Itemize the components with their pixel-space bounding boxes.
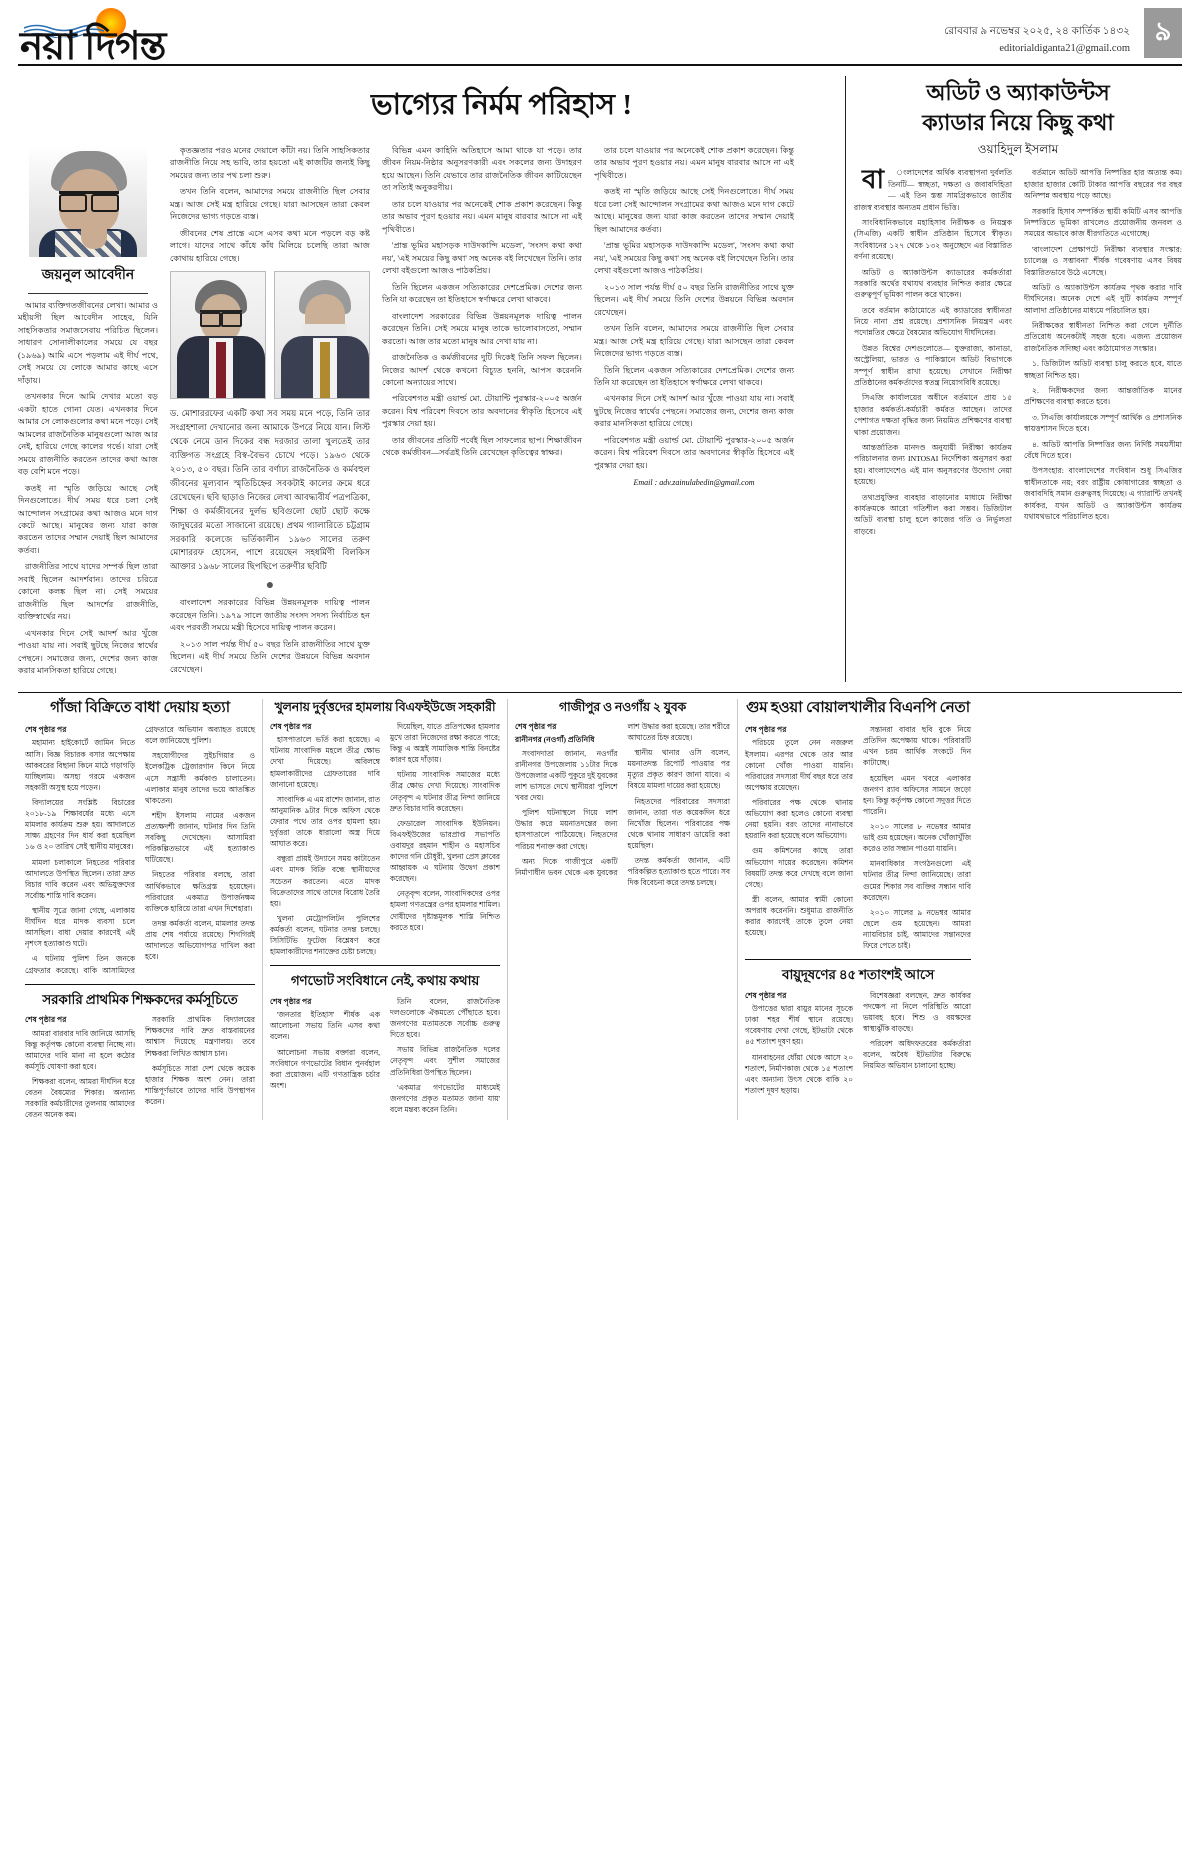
bottom-story-1: গাঁজা বিক্রিতে বাধা দেয়ায় হত্যা শেষ পৃষ্ঠার পর মহামান্য হাইকোর্টে জামিন নিতে আসি। বিজ্ঞ বিচারক বসার অপেক্ষায় আকবরের বিছানা কিনে মাঠে গড়াগড়ি যাচ্ছিলাম। অসহ্য গরমে একজন সহকারী অসুস্থ হয়ে পড়েন। বিদ্যালয়ের সংশ্লিষ্ট বিচারের ২০১৮-১৯ শিক্ষাবর্ষের মধ্যে এসে মামলার কার্যক্রম শুরু হয়। আদালতে সাক্ষ্য গ্রহণের দিন ধার্য করা হয়েছিল ১৬ ও ২০ তারিখ সেই স্থানীয় মানুষের। মামলা চলাকালে নিহতের পরিবার আদালতে উপস্থিত ছিলেন। তারা দ্রুত বিচার দাবি করেন এবং অভিযুক্তদের সর্বোচ্চ শাস্তি দাবি করেন। স্থানীয় সূত্রে জানা গেছে, এলাকায় দীর্ঘদিন ধরে মাদক ব্যবসা চলে আসছিল। বাধা দেয়ার কারণেই এই নৃশংস হত্যাকাণ্ড ঘটে। এ ঘটনায় পুলিশ তিন জনকে গ্রেফতার করেছে। বাকি আসামিদের গ্রেফতারে অভিযান অব্যাহত রয়েছে বলে জানিয়েছে পুলিশ। সহযোগীদের সুইচগিয়ার ও ইলেকট্রিক ট্রেজারগান কিনে নিয়ে এসে সন্ত্রাসী কর্মকাণ্ড চালাতেন। এলাকার মানুষ তাদের ভয়ে আতঙ্কিত থাকতেন। শহীদ ইসলাম নামের একজন প্রত্যক্ষদর্শী জানান, ঘটনার দিন তিনি সবকিছু দেখেছেন। আসামিরা পরিকল্পিতভাবে এই হত্যাকাণ্ড ঘটিয়েছে। নিহতের পরিবার বলছে, তারা আর্থিকভাবে ক্ষতিগ্রস্ত হয়েছেন। পরিবারের একমাত্র উপার্জনক্ষম ব্যক্তিকে হারিয়ে তারা এখন দিশেহারা। তদন্ত কর্মকর্তা বলেন, মামলার তদন্ত প্রায় শেষ পর্যায়ে রয়েছে। শিগগিরই আদালতে অভিযোগপত্র দাখিল করা হবে। সরকারি প্রাথমিক শিক্ষকদের কর্মসূচিতে শেষ পৃষ্ঠার পর আমরা বারবার দাবি জানিয়ে আসছি কিন্তু কর্তৃপক্ষ কোনো ব্যবস্থা নিচ্ছে না। আমাদের দাবি মানা না হলে কঠোর কর্মসূচি ঘোষণা করা হবে। শিক্ষকরা বলেন, আমরা দীর্ঘদিন ধরে বেতন বৈষম্যের শিকার। অন্যান্য সরকারি কর্মচারীদের তুলনায় আমাদের বেতন অনেক কম। সরকারি প্রাথমিক বিদ্যালয়ের শিক্ষকদের দাবি দ্রুত বাস্তবায়নের আশ্বাস দিয়েছে মন্ত্রণালয়। তবে শিক্ষকরা লিখিত আশ্বাস চান। কর্মসূচিতে সারা দেশ থেকে কয়েক হাজার শিক্ষক অংশ নেন। তারা শান্তিপূর্ণভাবে তাদের দাবি উপস্থাপন করেন। (18, 699, 263, 1121)
page-number-badge: ৯ (1144, 8, 1182, 58)
bottom-headline-2[interactable]: খুলনায় দুর্বৃত্তদের হামলায় বিএফইউজে সহকারী (274, 699, 496, 714)
bottom-byline-3: রানীনগর (নওগাঁ) প্রতিনিধি (515, 735, 595, 745)
lead-col4: তার চলে যাওয়ার পর অনেকেই শোক প্রকাশ করেছেন। কিন্তু তার অভাব পূরণ হওয়ার নয়। এমন মানুষ বারবার আসে না এই পৃথিবীতে। কতই না স্মৃতি জড়িয়ে আছে সেই দিনগুলোতে। দীর্ঘ সময় ধরে চলা সেই আন্দোলন সংগ্রামের কথা আজও মনে দাগ কেটে আছে। মানুষের জন্য যারা কাজ করতেন তাদের সম্মান দেয়াই ছিল আমাদের কর্তব্য। 'প্রান্ত ভূমির মহাসড়ক দাউদকান্দি মডেল', 'সংসদ কথা কথা নয়', 'এই সময়ের কিছু কথা' সহ অনেক বই লিখেছেন তিনি। তার লেখা বইগুলো আজও পাঠকপ্রিয়। ২০১৩ সাল পর্যন্ত দীর্ঘ ৫০ বছর তিনি রাজনীতির সাথে যুক্ত ছিলেন। এই দীর্ঘ সময়ে তিনি দেশের উন্নয়নে বিভিন্ন অবদান রেখেছেন। তখন তিনি বলেন, আমাদের সময়ে রাজনীতি ছিল সেবার মন্ত্র। আজ সেই মন্ত্র হারিয়ে গেছে। যারা আসছেন তারা কেবল নিজেদের ভাগ্য গড়তে ব্যস্ত। তিনি ছিলেন একজন সত্যিকারের দেশপ্রেমিক। দেশের জন্য তিনি যা করেছেন তা ইতিহাসে স্বর্ণাক্ষরে লেখা থাকবে। এখনকার দিনে সেই আদর্শ আর খুঁজে পাওয়া যায় না। সবাই ছুটছে নিজের স্বার্থের পেছনে। সমাজের জন্য, দেশের জন্য কাজ করার মানসিকতা হারিয়ে গেছে। পরিবেশগত মন্ত্রী ওয়ার্ল্ড মো. টোয়ান্টি পুরস্কার-২০০৫ অর্জন করেন। বিশ্ব পরিবেশ দিবসে তার অবদানের স্বীকৃতি হিসেবে এই পুরস্কার দেয়া হয়। Email : adv.zainulabedin@gmail.com (594, 146, 794, 488)
byline-divider (28, 293, 148, 294)
author-byline (18, 145, 170, 682)
lead-col1: আমার ব্যক্তিগতজীবনের লেখা। আমার ও মহীয়সী ছিল আবেদীন সাহেব, যিনি সাহসিকতার সমাজসেবায় পরিচিত ছিলেন। সাধারণ সোনালীকালের সময়ে যে বছর (১৯৬৯) আমি এসে পড়লাম এই দীর্ঘ পথে, সেই সময়ে যে লোকে আমার কাছে এসে দাঁড়ায়। তখনকার দিনে আমি দেখার মতো বড় একটা হাতে গোনা যেত। এখনকার দিনে আমার সে লোকগুলোর কথা মনে পড়ে। সেই আমলের রাজনৈতিক মানুষগুলো আজ আর নেই, হারিয়ে গেছে কালের গর্ভে। যারা সেই সময়ে রাজনীতি করতেন তাদের কথা আজ বড় বেশি মনে পড়ে। কতই না স্মৃতি জড়িয়ে আছে সেই দিনগুলোতে। দীর্ঘ সময় ধরে চলা সেই আন্দোলন সংগ্রামের কথা আজও মনে দাগ কেটে আছে। মানুষের জন্য যারা কাজ করতেন তাদের সম্মান দেয়াই ছিল আমাদের কর্তব্য। রাজনীতির সাথে যাদের সম্পর্ক ছিল তারা সবাই ছিলেন আদর্শবান। তাদের চরিত্রে কোনো কলঙ্ক ছিল না। সেই সময়ের রাজনীতি ছিল আদর্শের রাজনীতি, ব্যক্তিস্বার্থের নয়। এখনকার দিনে সেই আদর্শ আর খুঁজে পাওয়া যায় না। সবাই ছুটছে নিজের স্বার্থের পেছনে। সমাজের জন্য, দেশের জন্য কাজ করার মানসিকতা হারিয়ে গেছে। (18, 301, 158, 676)
portrait-right (274, 271, 370, 399)
logo-text: নয়া দিগন্ত (20, 25, 166, 68)
newspaper-logo[interactable] (18, 8, 208, 68)
jump-note-3: শেষ পৃষ্ঠার পর (515, 721, 557, 731)
editorial-email[interactable]: editorialdiganta21@gmail.com (999, 42, 1130, 54)
lead-col3: বিভিন্ন এমন কাহিনি অতিহাসে আমা থাকে যা পড়ে। তার জীবন নিয়ম-নিষ্ঠার অনুসরণকারী এবং সকলের জন্য উদাহরণ হয়ে আছেন। তিনি যেভাবে তার রাজনৈতিক জীবন কাটিয়েছেন তা সত্যিই অনুকরণীয়। তার চলে যাওয়ার পর অনেকেই শোক প্রকাশ করেছেন। কিন্তু তার অভাব পূরণ হওয়ার নয়। এমন মানুষ বারবার আসে না এই পৃথিবীতে। 'প্রান্ত ভূমির মহাসড়ক দাউদকান্দি মডেল', 'সংসদ কথা কথা নয়', 'এই সময়ের কিছু কথা' সহ অনেক বই লিখেছেন তিনি। তার লেখা বইগুলো আজও পাঠকপ্রিয়। তিনি ছিলেন একজন সত্যিকারের দেশপ্রেমিক। দেশের জন্য তিনি যা করেছেন তা ইতিহাসে স্বর্ণাক্ষরে লেখা থাকবে। বাংলাদেশ সরকারের বিভিন্ন উন্নয়নমূলক দায়িত্ব পালন করেছেন তিনি। সেই সময়ে মানুষ তাকে ভালোবাসতো, সম্মান করতো। আজ তার মতো মানুষ আর দেখা যায় না। রাজনৈতিক ও কর্মজীবনের দুটি দিকেই তিনি সফল ছিলেন। নিজের আদর্শ থেকে কখনো বিচ্যুত হননি, আপস করেননি কোনো অন্যায়ের সাথে। পরিবেশগত মন্ত্রী ওয়ার্ল্ড মো. টোয়ান্টি পুরস্কার-২০০৫ অর্জন করেন। বিশ্ব পরিবেশ দিবসে তার অবদানের স্বীকৃতি হিসেবে এই পুরস্কার দেয়া হয়। তার জীবনের প্রতিটি পর্বেই ছিল সাফল্যের ছাপ। শিক্ষাজীবন থেকে কর্মজীবন—সর্বত্রই তিনি রেখেছেন কৃতিত্বের স্বাক্ষর। (382, 146, 582, 458)
bottom-headline-1[interactable]: গাঁজা বিক্রিতে বাধা দেয়ায় হত্যা (50, 699, 230, 716)
sub-jump-note-1: শেষ পৃষ্ঠার পর (25, 1015, 67, 1025)
sub-jump-note-4: শেষ পৃষ্ঠার পর (745, 990, 787, 1000)
author-photo (29, 145, 147, 257)
lead-col2: কৃতজ্ঞতার পরও মনের দেয়ালে কাঁটা নয়। তিনি সাহসিকতার রাজনীতি নিয়ে সহ ভাবি, তার হয়তো এই কাজটির জন্যই কিছু সময়ের জন্য তার পথ চলা শুরু। তখন তিনি বলেন, আমাদের সময়ে রাজনীতি ছিল সেবার মন্ত্র। আজ সেই মন্ত্র হারিয়ে গেছে। যারা আসছেন তারা কেবল নিজেদের ভাগ্য গড়তে ব্যস্ত। জীবনের শেষ প্রান্তে এসে এসব কথা মনে পড়লে বড় কষ্ট লাগে। যাদের সাথে কাঁধে কাঁধ মিলিয়ে চলেছি তারা আজ কোথায় হারিয়ে গেছে। ড. মোশাররফের একটি কথা সব সময় মনে পড়ে, তিনি তার সংগ্রহশালা দেখানোর জন্য আমাকে উপরে নিয়ে যান। লিস্ট থেকে নেমে ডান দিকের বন্ধ দরজার তালা খুলতেই তার ব্যক্তিগত সংগ্রহে বিস্ব-বৈভব চোখে পড়ে। ১৯৬৩ থেকে ২০১৩, ৫০ বছর। তিনি তার বর্ণাঢ্য রাজনৈতিক ও কর্মবহুল জীবনের মূল্যবান স্মৃতিচিহ্নের সবকটাই কালের ক্রমে ধরে রেখেছেন। ছবি ছাড়াও নিজের লেখা আবদ্ধ্যবীর্য পত্রপত্রিকা, শিক্ষা ও কর্মজীবনের দুর্লভ ছবিগুলো ছোট ছোট কক্ষে জাদুঘরের মতো সাজানো রয়েছে। প্রথম গ্যালারিতে চট্টগ্রাম সরকারি কলেজে ভর্তিকালীন ১৯৬৩ সালের তরুণ মোশাররফ হোসেন, পাশে রয়েছেন সহধর্মিণী বিলকিস আক্তার ১৯৬৮ সালের ছিপছিপে তরুণীর ছবিটি ● বাংলাদেশ সরকারের বিভিন্ন উন্নয়নমূলক দায়িত্ব পালন করেছেন তিনি। ১৯৭৯ সালে জাতীয় সংসদ সদস্য নির্বাচিত হন এবং পরবর্তী সময়ে মন্ত্রী হিসেবে দায়িত্ব পালন করেন। ২০১৩ সাল পর্যন্ত দীর্ঘ ৫০ বছর তিনি রাজনীতির সাথে যুক্ত ছিলেন। এই দীর্ঘ সময়ে তিনি দেশের উন্নয়নে বিভিন্ন অবদান রেখেছেন। (170, 146, 370, 674)
bottom-story-2: খুলনায় দুর্বৃত্তদের হামলায় বিএফইউজে সহকারী শেষ পৃষ্ঠার পর হাসপাতালে ভর্তি করা হয়েছে। এ ঘটনায় সাংবাদিক মহলে তীব্র ক্ষোভ দেখা দিয়েছে। অবিলম্বে হামলাকারীদের গ্রেফতারের দাবি জানানো হয়েছে। সাংবাদিক এ এম রাশেদ জানান, রাত আনুমানিক ৯টার দিকে অফিস থেকে ফেরার পথে তার ওপর হামলা হয়। দুর্বৃত্তরা তাকে ধারালো অস্ত্র দিয়ে আঘাত করে। বন্ধুরা প্রায়ই উদ্যানে সময় কাটাতেন এবং মাদক বিক্রি বন্ধে স্থানীয়দের সচেতন করতেন। এতে মাদক বিক্রেতাদের সাথে তাদের বিরোধ তৈরি হয়। খুলনা মেট্রোপলিটন পুলিশের কর্মকর্তা বলেন, ঘটনার তদন্ত চলছে। সিসিটিভি ফুটেজ বিশ্লেষণ করে হামলাকারীদের শনাক্তের চেষ্টা চলছে। দিয়েছিল, যাতে প্রতিপক্ষের হামলার মুখে তারা নিজেদের রক্ষা করতে পারে; কিন্তু এ অস্ত্রই সামাজিক শান্তি বিনষ্টের কারণ হয়ে দাঁড়ায়। ঘটনায় সাংবাদিক সমাজের মধ্যে তীব্র ক্ষোভ দেখা দিয়েছে। সাংবাদিক নেতৃবৃন্দ এ ঘটনার তীব্র নিন্দা জানিয়ে দ্রুত বিচার দাবি করেছেন। ফেডারেল সাংবাদিক ইউনিয়ন। বিএফইউজের ভারপ্রাপ্ত সভাপতি ওবায়দুর রহমান শাহীন ও মহাসচিব কাদের গনি চৌধুরী, খুলনা প্রেস ক্লাবের আহ্বায়ক এ ঘটনায় উদ্বেগ প্রকাশ করেছেন। নেতৃবৃন্দ বলেন, সাংবাদিকদের ওপর হামলা গণতন্ত্রের ওপর হামলার শামিল। দোষীদের দৃষ্টান্তমূলক শাস্তি নিশ্চিত করতে হবে। গণভোট সংবিধানে নেই, কথায় কথায় শেষ পৃষ্ঠার পর 'জনতার ইতিহাস' শীর্ষক এক আলোচনা সভায় তিনি এসব কথা বলেন। আলোচনা সভায় বক্তারা বলেন, সংবিধানে গণভোটের বিধান পুনর্বহাল করা প্রয়োজন। এটি গণতান্ত্রিক চর্চার অংশ। তিনি বলেন, রাজনৈতিক দলগুলোকে ঐকমত্যে পৌঁছাতে হবে। জনগণের মতামতকে সর্বোচ্চ গুরুত্ব দিতে হবে। সভায় বিভিন্ন রাজনৈতিক দলের নেতৃবৃন্দ এবং সুশীল সমাজের প্রতিনিধিরা উপস্থিত ছিলেন। 'একমাত্র গণভোটের মাধ্যমেই জনগণের প্রকৃত মতামত জানা যায়' বলে মন্তব্য করেন তিনি। (263, 699, 508, 1121)
bottom-subheadline-2[interactable]: গণভোট সংবিধানে নেই, কথায় কথায় (290, 973, 480, 989)
vertical-divider (845, 76, 846, 682)
opinion-headline-line2: ক্যাডার নিয়ে কিছু কথা (922, 109, 1114, 135)
top-section (12, 66, 1188, 682)
sub-divider-1 (25, 984, 255, 985)
bottom-section (12, 693, 1188, 1121)
opinion-headline (854, 78, 1182, 137)
jump-note-1: শেষ পৃষ্ঠার পর (25, 725, 67, 735)
opinion-headline-line1: অডিট ও অ্যাকাউন্টস (926, 80, 1110, 105)
bottom-story-3: গাজীপুর ও নওগাঁয় ২ যুবক শেষ পৃষ্ঠার পর রানীনগর (নওগাঁ) প্রতিনিধি সংবাদদাতা জানান, নওগাঁর রানীনগর উপজেলায় ১১টার দিকে উপজেলার একটি পুকুরে দুই যুবকের লাশ ভাসতে দেখে স্থানীয়রা পুলিশে খবর দেয়। পুলিশ ঘটনাস্থলে গিয়ে লাশ উদ্ধার করে ময়নাতদন্তের জন্য হাসপাতালে পাঠিয়েছে। নিহতদের পরিচয় শনাক্ত করা গেছে। অন্য দিকে গাজীপুরে একটি নির্মাণাধীন ভবন থেকে এক যুবকের লাশ উদ্ধার করা হয়েছে। তার শরীরে আঘাতের চিহ্ন রয়েছে। স্থানীয় থানার ওসি বলেন, ময়নাতদন্ত রিপোর্ট পাওয়ার পর মৃত্যুর প্রকৃত কারণ জানা যাবে। এ বিষয়ে মামলা দায়ের করা হয়েছে। নিহতদের পরিবারের সদস্যরা জানান, তারা গত কয়েকদিন ধরে নিখোঁজ ছিলেন। পরিবারের পক্ষ থেকে থানায় সাধারণ ডায়েরি করা হয়েছিল। তদন্ত কর্মকর্তা জানান, এটি পরিকল্পিত হত্যাকাণ্ড হতে পারে। সব দিক বিবেচনা করে তদন্ত চলছে। (508, 699, 738, 1121)
lead-article (18, 72, 845, 682)
dropcap: বা (862, 165, 885, 195)
bottom-subheadline-4[interactable]: বায়ুদূষণের ৪৫ শতাংশই আসে (781, 967, 935, 983)
portrait-left (170, 271, 266, 399)
lead-headline: ভাগ্যের নির্মম পরিহাস ! (371, 89, 632, 121)
bottom-headline-4[interactable]: গুম হওয়া বোয়ালখালীর বিএনপি নেতা (746, 699, 970, 716)
date-line: রোববার ৯ নভেম্বর ২০২৫, ২৪ কার্তিক ১৪৩২ (944, 26, 1130, 37)
photo-caption: ড. মোশাররফের একটি কথা সব সময় মনে পড়ে, তিনি তার সংগ্রহশালা দেখানোর জন্য আমাকে উপরে নিয়ে যান। লিস্ট থেকে নেমে ডান দিকের বন্ধ দরজার তালা খুলতেই তার ব্যক্তিগত সংগ্রহে বিস্ব-বৈভব চোখে পড়ে। ১৯৬৩ থেকে ২০১৩, ৫০ বছর। তিনি তার বর্ণাঢ্য রাজনৈতিক ও কর্মবহুল জীবনের মূল্যবান স্মৃতিচিহ্নের সবকটাই কালের ক্রমে ধরে রেখেছেন। ছবি ছাড়াও নিজের লেখা আবদ্ধ্যবীর্য পত্রপত্রিকা, শিক্ষা ও কর্মজীবনের দুর্লভ ছবিগুলো ছোট ছোট কক্ষে জাদুঘরের মতো সাজানো রয়েছে। প্রথম গ্যালারিতে চট্টগ্রাম সরকারি কলেজে ভর্তিকালীন ১৯৬৩ সালের তরুণ মোশাররফ হোসেন, পাশে রয়েছেন সহধর্মিণী বিলকিস আক্তার ১৯৬৮ সালের ছিপছিপে তরুণীর ছবিটি (170, 408, 370, 572)
bottom-headline-3[interactable]: গাজীপুর ও নওগাঁয় ২ যুবক (558, 699, 687, 714)
opinion-article (854, 72, 1182, 682)
bottom-story-4: গুম হওয়া বোয়ালখালীর বিএনপি নেতা শেষ পৃষ্ঠার পর পরিচয়ে তুলে নেন নজরুল ইসলাম। এরপর থেকে তার আর কোনো খোঁজ পাওয়া যায়নি। পরিবারের সদস্যরা দীর্ঘ বছর ধরে তার অপেক্ষায় রয়েছেন। পরিবারের পক্ষ থেকে থানায় অভিযোগ করা হলেও কোনো ব্যবস্থা নেয়া হয়নি। বরং তাদের নানাভাবে হয়রানি করা হয়েছে বলে অভিযোগ। গুম কমিশনের কাছে তারা অভিযোগ দায়ের করেছেন। কমিশন বিষয়টি তদন্ত করে দেখছে বলে জানা গেছে। স্ত্রী বলেন, আমার স্বামী কোনো অপরাধ করেননি। শুধুমাত্র রাজনীতি করার কারণেই তাকে তুলে নেয়া হয়েছে। সন্তানরা বাবার ছবি বুকে নিয়ে প্রতিদিন অপেক্ষায় থাকে। পরিবারটি এখন চরম আর্থিক সংকটে দিন কাটাচ্ছে। হয়েছিল এমন খবরে এলাকার জনগণ র‍্যাব অফিসের সামনে জড়ো হন। কিন্তু কর্তৃপক্ষ কোনো সদুত্তর দিতে পারেনি। ২০১০ সালের ৮ নভেম্বর আমার ভাই গুম হয়েছেন। অনেক খোঁজাখুঁজি করেও তার সন্ধান পাওয়া যায়নি। মানবাধিকার সংগঠনগুলো এই ঘটনার তীব্র নিন্দা জানিয়েছে। তারা গুমের শিকার সব ব্যক্তির সন্ধান দাবি করেছেন। ২০১০ সালের ৯ নভেম্বর আমার ছেলে গুম হয়েছেন। আমরা ন্যায়বিচার চাই, আমাদের সন্তানদের ফিরে পেতে চাই। বায়ুদূষণের ৪৫ শতাংশই আসে শেষ পৃষ্ঠার পর উপাত্তের দ্বারা বায়ুর মানের সূচকে ঢাকা শহর শীর্ষ স্থানে রয়েছে। গবেষণায় দেখা গেছে, ইটভাটা থেকে ৪৫ শতাংশ দূষণ হয়। যানবাহনের ধোঁয়া থেকে আসে ২০ শতাংশ, নির্মাণকাজ থেকে ১৫ শতাংশ এবং অন্যান্য উৎস থেকে বাকি ২০ শতাংশ দূষণ ছড়ায়। বিশেষজ্ঞরা বলছেন, দ্রুত কার্যকর পদক্ষেপ না নিলে পরিস্থিতি আরো ভয়াবহ হবে। শিশু ও বয়স্কদের স্বাস্থ্যঝুঁকি বাড়ছে। পরিবেশ অধিদফতরের কর্মকর্তারা বলেন, অবৈধ ইটভাটার বিরুদ্ধে নিয়মিত অভিযান চালানো হচ্ছে। (745, 699, 971, 1095)
jump-note-2: শেষ পৃষ্ঠার পর (270, 721, 312, 731)
author-name: জয়নুল আবেদীন (41, 268, 135, 283)
jump-note-4: শেষ পৃষ্ঠার পর (745, 725, 787, 735)
sub-jump-note-2: শেষ পৃষ্ঠার পর (270, 996, 312, 1006)
sub-divider-4 (745, 959, 971, 960)
portrait-pair (170, 271, 370, 399)
masthead (12, 0, 1188, 68)
author-email[interactable]: Email : adv.zainulabedin@gmail.com (633, 478, 755, 488)
sub-divider-2 (270, 965, 500, 966)
opinion-body: বা ংলাদেশের অর্থিক ব্যবস্থাপনা দুর্বলতি তিনটি— স্বচ্ছতা, দক্ষতা ও জবাবদিহিতা— এই তিন স্তম্ভ সামগ্রিকভাবে জাতীয় রাজস্ব ব্যবস্থার অন্যতম প্রধান ভিত্তি। সাংবিধানিকভাবে মহাহিসাব নিরীক্ষক ও নিয়ন্ত্রক (সিএজি) একটি স্বাধীন প্রতিষ্ঠান হিসেবে স্বীকৃত। সংবিধানের ১২৭ থেকে ১৩২ অনুচ্ছেদে এর বিস্তারিত বর্ণনা রয়েছে। অডিট ও অ্যাকাউন্টস ক্যাডারের কর্মকর্তারা সরকারি অর্থের যথাযথ ব্যবহার নিশ্চিত করার ক্ষেত্রে গুরুত্বপূর্ণ ভূমিকা পালন করে থাকেন। তবে বর্তমান কাঠামোতে এই ক্যাডারের স্বাধীনতা নিয়ে নানা প্রশ্ন রয়েছে। প্রশাসনিক নিয়ন্ত্রণ এবং পদোন্নতির ক্ষেত্রে বৈষম্যের অভিযোগ দীর্ঘদিনের। উন্নত বিশ্বের দেশগুলোতে— যুক্তরাজ্য, কানাডা, অস্ট্রেলিয়া, ভারত ও পাকিস্তানে অডিট বিভাগকে সম্পূর্ণ স্বাধীন রাখা হয়েছে। সেখানে নিরীক্ষা প্রতিষ্ঠানের কর্মকর্তাদের স্বতন্ত্র নিয়োগবিধি রয়েছে। সিএজি কার্যালয়ের অধীনে বর্তমানে প্রায় ১৫ হাজার কর্মকর্তা-কর্মচারী কর্মরত আছেন। তাদের পেশাগত দক্ষতা বৃদ্ধির জন্য নিয়মিত প্রশিক্ষণের ব্যবস্থা থাকা প্রয়োজন। আন্তর্জাতিক মানদণ্ড অনুযায়ী নিরীক্ষা কার্যক্রম পরিচালনার জন্য INTOSAI নির্দেশিকা অনুসরণ করা হয়। বাংলাদেশেও এই মান অনুসরণের উদ্যোগ নেয়া হয়েছে। তথ্যপ্রযুক্তির ব্যবহার বাড়ানোর মাধ্যমে নিরীক্ষা কার্যক্রমকে আরো গতিশীল করা সম্ভব। ডিজিটাল অডিট ব্যবস্থা চালু হলে কাজের গতি ও নির্ভুলতা বাড়বে। বর্তমানে অডিট আপত্তি নিষ্পত্তির হার অত্যন্ত কম। হাজার হাজার কোটি টাকার আপত্তি বছরের পর বছর অনিষ্পন্ন অবস্থায় পড়ে আছে। সরকারি হিসাব সম্পর্কিত স্থায়ী কমিটি এসব আপত্তি নিষ্পত্তিতে ভূমিকা রাখলেও প্রয়োজনীয় জনবল ও সময়ের অভাবে কাজ ধীরগতিতে এগোচ্ছে। 'বাংলাদেশ প্রেক্ষাপটে নিরীক্ষা ব্যবস্থার সংস্কার: চ্যালেঞ্জ ও সম্ভাবনা' শীর্ষক গবেষণায় এসব বিষয় বিস্তারিতভাবে উঠে এসেছে। অডিট ও অ্যাকাউন্টস কার্যক্রম পৃথক করার দাবি দীর্ঘদিনের। অনেক দেশে এই দুটি কার্যক্রম সম্পূর্ণ আলাদা প্রতিষ্ঠানের মাধ্যমে পরিচালিত হয়। নিরীক্ষকের স্বাধীনতা নিশ্চিত করা গেলে দুর্নীতি প্রতিরোধ অনেকটাই সহজ হবে। এজন্য প্রয়োজন রাজনৈতিক সদিচ্ছা এবং কাঠামোগত সংস্কার। ১. ডিজিটাল অডিট ব্যবস্থা চালু করতে হবে, যাতে স্বচ্ছতা নিশ্চিত হয়। ২. নিরীক্ষকদের জন্য আন্তর্জাতিক মানের প্রশিক্ষণের ব্যবস্থা করতে হবে। ৩. সিএজি কার্যালয়কে সম্পূর্ণ আর্থিক ও প্রশাসনিক স্বায়ত্তশাসন দিতে হবে। ৪. অডিট আপত্তি নিষ্পত্তির জন্য নির্দিষ্ট সময়সীমা বেঁধে দিতে হবে। উপসংহার: বাংলাদেশের সংবিধান শুধু সিএজির স্বাধীনতাকে নয়; বরং রাষ্ট্রীয় কোষাগারের স্বচ্ছতা ও জবাবদিহি সমান গুরুত্বসহ দিয়েছে। এ গ্যারান্টি তখনই কার্যকর, যখন অডিট ও অ্যাকাউন্টস কার্যক্রম যথাযথভাবে পরিচালিত হবে। (854, 165, 1183, 536)
section-dot: ● (265, 578, 275, 594)
opinion-author: ওয়াহিদুল ইসলাম (977, 142, 1059, 157)
bottom-subheadline-1[interactable]: সরকারি প্রাথমিক শিক্ষকদের কর্মসূচিতে (42, 991, 238, 1007)
